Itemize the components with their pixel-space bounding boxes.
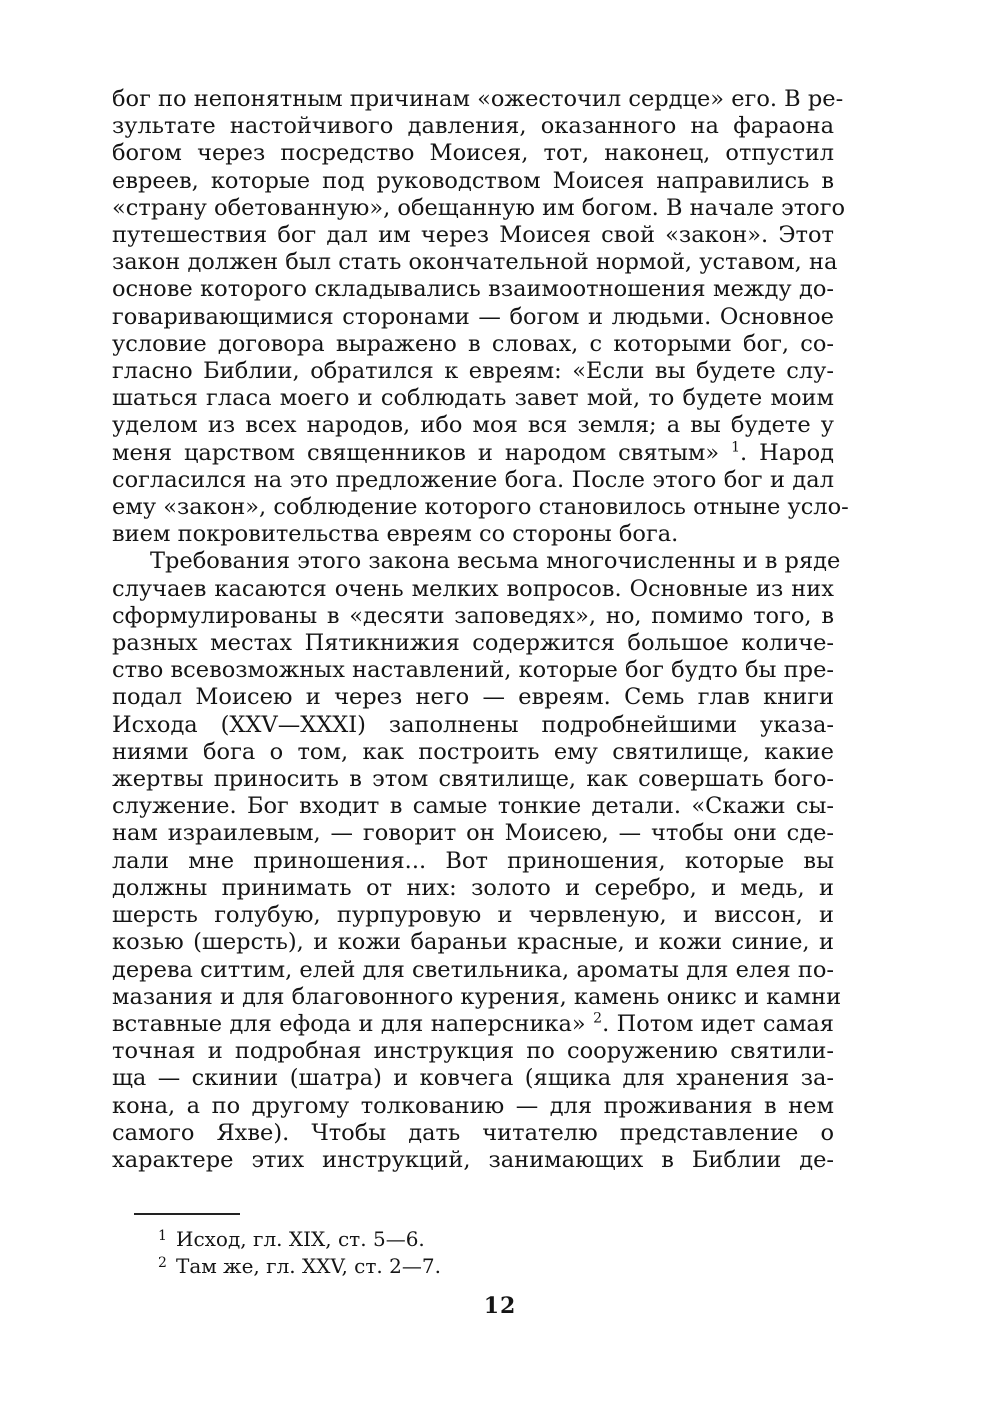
text-line: разных местах Пятикнижия содержится большое количе- (112, 630, 834, 657)
paragraph-2 (112, 548, 842, 1174)
text-line: уделом из всех народов, ибо моя вся земля; а вы будете у (112, 412, 834, 439)
text-line: кона, а по другому толкованию — для проживания в нем (112, 1092, 834, 1119)
text-line: ство всевозможных наставлений, которые бог будто бы пре- (112, 657, 834, 684)
paragraph-1 (112, 86, 849, 548)
text-line: шаться гласа моего и соблюдать завет мой, то будете моим (112, 385, 834, 412)
text-line: ща — скинии (шатра) и ковчега (ящика для хранения за- (112, 1065, 834, 1092)
text-line: путешествия бог дал им через Моисея свой «закон». Этот (112, 222, 834, 249)
text-line: бог по непонятным причинам «ожесточил сердце» его. В ре- (112, 86, 844, 112)
footnote-text: Там же, гл. XXV, ст. 2—7. (176, 1254, 441, 1278)
text-line-with-footnote (112, 1011, 834, 1038)
footnote-number: 1 (158, 1228, 167, 1244)
footnotes (158, 1226, 441, 1280)
text-line: козью (шерсть), и кожи бараньи красные, и кожи синие, и (112, 929, 834, 956)
text-line: самого Яхве). Чтобы дать читателю представление о (112, 1119, 834, 1146)
text-fragment: . Потом идет самая (602, 1010, 834, 1037)
text-line: условие договора выражено в словах, с которыми бог, со- (112, 330, 834, 357)
text-line: гласно Библии, обратился к евреям: «Если вы будете слу- (112, 358, 834, 385)
main-text (112, 86, 849, 1174)
text-line: подал Моисею и через него — евреям. Семь глав книги (112, 684, 834, 711)
footnote-divider (134, 1213, 240, 1215)
text-line: «страну обетованную», обещанную им богом. В начале этого (112, 194, 846, 221)
text-line: ниями бога о том, как построить ему святилище, какие (112, 738, 834, 765)
text-line: шерсть голубую, пурпуровую и червленую, и виссон, и (112, 902, 834, 929)
text-line: дерева ситтим, елей для светильника, ароматы для елея по- (112, 956, 835, 983)
footnote-ref-1[interactable]: 1 (731, 439, 741, 456)
text-line: жертвы приносить в этом святилище, как совершать бого- (112, 766, 834, 793)
text-line: должны принимать от них: золото и серебро, и медь, и (112, 874, 834, 901)
text-line: вием покровительства евреям со стороны бога. (112, 521, 679, 548)
text-line: закон должен был стать окончательной нормой, уставом, на (112, 249, 838, 276)
text-line: зультате настойчивого давления, оказанного на фараона (112, 113, 834, 140)
footnote-number: 2 (158, 1255, 167, 1271)
text-fragment: вставные для ефода и для наперсника» (112, 1010, 586, 1037)
text-line: случаев касаются очень мелких вопросов. Основные из них (112, 575, 834, 602)
text-fragment: меня царством священников и народом святым» (112, 439, 720, 466)
text-line: лали мне приношения... Вот приношения, которые вы (112, 847, 834, 874)
footnote-text: Исход, гл. XIX, ст. 5—6. (176, 1227, 425, 1251)
text-line-with-footnote (112, 440, 834, 467)
text-line: мазания и для благовонного курения, камень оникс и камни (112, 983, 842, 1010)
text-line: говаривающимися сторонами — богом и людьми. Основное (112, 303, 834, 330)
text-line: согласился на это предложение бога. После этого бог и дал (112, 466, 834, 493)
text-line: сформулированы в «десяти заповедях», но, помимо того, в (112, 602, 834, 629)
text-fragment: . Народ (740, 439, 834, 466)
footnote-ref-2[interactable]: 2 (593, 1010, 603, 1027)
text-line: Исхода (XXV—XXXI) заполнены подробнейшими указа- (112, 711, 834, 738)
text-line: богом через посредство Моисея, тот, наконец, отпустил (112, 140, 834, 167)
text-line: точная и подробная инструкция по сооружению святили- (112, 1038, 834, 1065)
text-line: служение. Бог входит в самые тонкие детали. «Скажи сы- (112, 793, 834, 820)
text-line: ему «закон», соблюдение которого становилось отныне усло- (112, 494, 849, 521)
text-line: характере этих инструкций, занимающих в Библии де- (112, 1146, 834, 1173)
text-line: евреев, которые под руководством Моисея направились в (112, 167, 834, 194)
page-number: 12 (483, 1293, 517, 1319)
text-line: Требования этого закона весьма многочисленны и в ряде (150, 548, 841, 575)
footnote-2 (158, 1253, 441, 1280)
text-line: основе которого складывались взаимоотношения между до- (112, 276, 834, 303)
footnote-1 (158, 1226, 441, 1253)
text-line: нам израилевым, — говорит он Моисею, — чтобы они сде- (112, 820, 834, 847)
